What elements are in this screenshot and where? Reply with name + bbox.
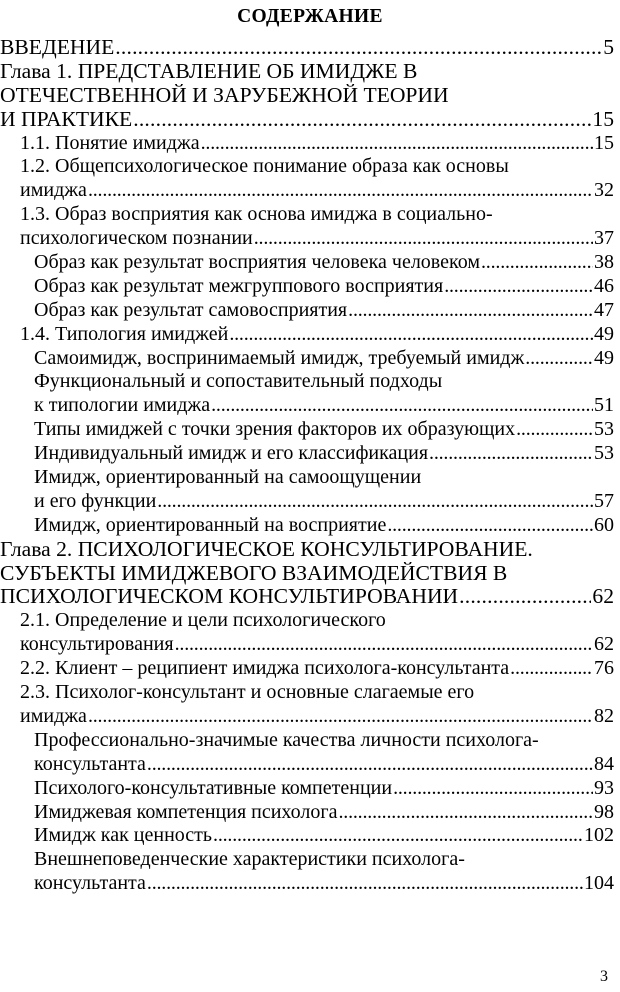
toc-leader-dots	[516, 418, 593, 442]
toc-leader-dots	[88, 179, 593, 203]
toc-leader-dots	[133, 108, 591, 132]
toc-entry-text: Функциональный и сопоставительный подходы	[34, 370, 443, 393]
toc-leader-dots	[481, 251, 593, 275]
toc-leader-dots	[348, 299, 593, 323]
toc-entry-text: и его функции	[34, 489, 157, 512]
toc-entry-text: психологическом познании	[20, 227, 253, 250]
toc-entry-text: 1.2. Общепсихологическое понимание образа как основы	[20, 155, 509, 178]
toc-entry	[0, 203, 620, 251]
toc-entry-text: 1.3. Образ восприятия как основа имиджа в социально-	[20, 203, 493, 226]
toc-page-number: 51	[594, 394, 614, 417]
table-of-contents	[0, 36, 620, 896]
toc-page-number: 49	[594, 322, 614, 345]
toc-page-number: 37	[594, 227, 614, 250]
toc-entry	[0, 132, 620, 156]
toc-entry-text: консультирования	[20, 633, 174, 656]
toc-entry	[0, 848, 620, 896]
toc-leader-dots	[147, 753, 593, 777]
toc-entry	[0, 36, 620, 60]
toc-page-number: 57	[594, 489, 614, 512]
toc-page-number: 76	[594, 657, 614, 680]
toc-leader-dots	[254, 227, 593, 251]
toc-entry-text: имиджа	[20, 179, 87, 202]
toc-page-number: 82	[594, 704, 614, 727]
toc-leader-dots	[338, 801, 593, 825]
toc-leader-dots	[147, 872, 583, 896]
toc-entry-text: консультанта	[34, 872, 146, 895]
toc-page-number: 32	[594, 179, 614, 202]
toc-entry	[0, 155, 620, 203]
toc-entry	[0, 347, 620, 371]
toc-entry-text: Образ как результат самовосприятия	[34, 298, 348, 321]
toc-entry-text: СУБЪЕКТЫ ИМИДЖЕВОГО ВЗАИМОДЕЙСТВИЯ В	[0, 560, 508, 585]
toc-entry	[0, 275, 620, 299]
toc-entry	[0, 251, 620, 275]
toc-page-number: 84	[594, 752, 614, 775]
toc-entry-text: консультанта	[34, 752, 146, 775]
toc-page-number: 47	[594, 298, 614, 321]
toc-page-number: 15	[594, 131, 614, 154]
toc-entry-text: Психолого-консультативные компетенции	[34, 776, 393, 799]
toc-entry	[0, 60, 620, 132]
toc-entry-text: Имидж, ориентированный на самоощущении	[34, 466, 422, 489]
toc-entry	[0, 824, 620, 848]
toc-entry-text: ВВЕДЕНИЕ	[0, 35, 115, 59]
toc-page-number: 53	[594, 418, 614, 441]
toc-entry	[0, 466, 620, 514]
toc-entry-text: Образ как результат межгруппового восприятия	[34, 274, 444, 297]
toc-entry-text: Имидж, ориентированный на восприятие	[34, 513, 387, 536]
toc-leader-dots	[175, 633, 593, 657]
toc-entry-text: ПСИХОЛОГИЧЕСКОМ КОНСУЛЬТИРОВАНИИ	[0, 584, 459, 609]
toc-entry-text: 2.3. Психолог-консультант и основные слагаемые его	[20, 681, 475, 704]
toc-leader-dots	[525, 347, 593, 371]
toc-leader-dots	[213, 824, 583, 848]
toc-page-number: 60	[594, 513, 614, 536]
toc-entry-text: Внешнеповеденческие характеристики психолога-	[34, 848, 465, 871]
toc-leader-dots	[88, 705, 593, 729]
toc-entry-text: ОТЕЧЕСТВЕННОЙ И ЗАРУБЕЖНОЙ ТЕОРИИ	[0, 82, 449, 107]
toc-entry-text: 2.2. Клиент – реципиент имиджа психолога-консультанта	[20, 657, 510, 680]
toc-page-number: 93	[594, 776, 614, 799]
toc-entry	[0, 514, 620, 538]
toc-entry	[0, 729, 620, 777]
toc-entry-text: Профессионально-значимые качества личности психолога-	[34, 728, 539, 751]
toc-page-number: 5	[603, 35, 614, 59]
toc-entry	[0, 418, 620, 442]
toc-entry-text: Имидж как ценность	[34, 824, 213, 847]
toc-leader-dots	[444, 275, 593, 299]
toc-entry	[0, 609, 620, 657]
toc-page-number: 62	[594, 633, 614, 656]
toc-leader-dots	[115, 36, 602, 60]
toc-leader-dots	[211, 394, 593, 418]
toc-page-number: 98	[594, 800, 614, 823]
toc-entry-text: Индивидуальный имидж и его классификация	[34, 442, 429, 465]
toc-leader-dots	[393, 777, 593, 801]
toc-leader-dots	[201, 132, 593, 156]
toc-leader-dots	[157, 490, 593, 514]
toc-entry	[0, 657, 620, 681]
toc-entry-text: Глава 2. ПСИХОЛОГИЧЕСКОЕ КОНСУЛЬТИРОВАНИЕ.	[0, 536, 533, 561]
toc-entry-text: Имиджевая компетенция психолога	[34, 800, 338, 823]
toc-page-number: 62	[592, 584, 614, 609]
toc-entry	[0, 442, 620, 466]
toc-entry-text: 1.1. Понятие имиджа	[20, 131, 200, 154]
toc-entry	[0, 299, 620, 323]
toc-entry-text: Глава 1. ПРЕДСТАВЛЕНИЕ ОБ ИМИДЖЕ В	[0, 58, 418, 83]
toc-leader-dots	[229, 323, 593, 347]
toc-entry-text: Типы имиджей с точки зрения факторов их образующих	[34, 418, 516, 441]
toc-page-number: 46	[594, 274, 614, 297]
toc-leader-dots	[510, 657, 593, 681]
toc-page-number: 102	[584, 824, 614, 847]
toc-entry	[0, 323, 620, 347]
toc-entry	[0, 801, 620, 825]
toc-page-number: 38	[594, 251, 614, 274]
page-title: СОДЕРЖАНИЕ	[237, 6, 383, 27]
toc-leader-dots	[429, 442, 593, 466]
toc-entry	[0, 370, 620, 418]
toc-entry-text: 2.1. Определение и цели психологического	[20, 609, 386, 632]
toc-page-number: 104	[584, 872, 614, 895]
toc-entry-text: к типологии имиджа	[34, 394, 211, 417]
toc-leader-dots	[387, 514, 593, 538]
toc-leader-dots	[459, 585, 591, 609]
toc-entry	[0, 777, 620, 801]
page-number: 3	[600, 968, 608, 985]
toc-page-number: 15	[592, 106, 614, 131]
toc-entry-text: имиджа	[20, 704, 87, 727]
toc-page-number: 53	[594, 442, 614, 465]
toc-entry-text: 1.4. Типология имиджей	[20, 322, 229, 345]
toc-entry-text: Образ как результат восприятия человека человеком	[34, 251, 480, 274]
toc-entry	[0, 538, 620, 610]
toc-entry	[0, 681, 620, 729]
toc-entry-text: И ПРАКТИКЕ	[0, 106, 133, 131]
toc-entry-text: Самоимидж, воспринимаемый имидж, требуемый имидж	[34, 346, 525, 369]
toc-page-number: 49	[594, 346, 614, 369]
